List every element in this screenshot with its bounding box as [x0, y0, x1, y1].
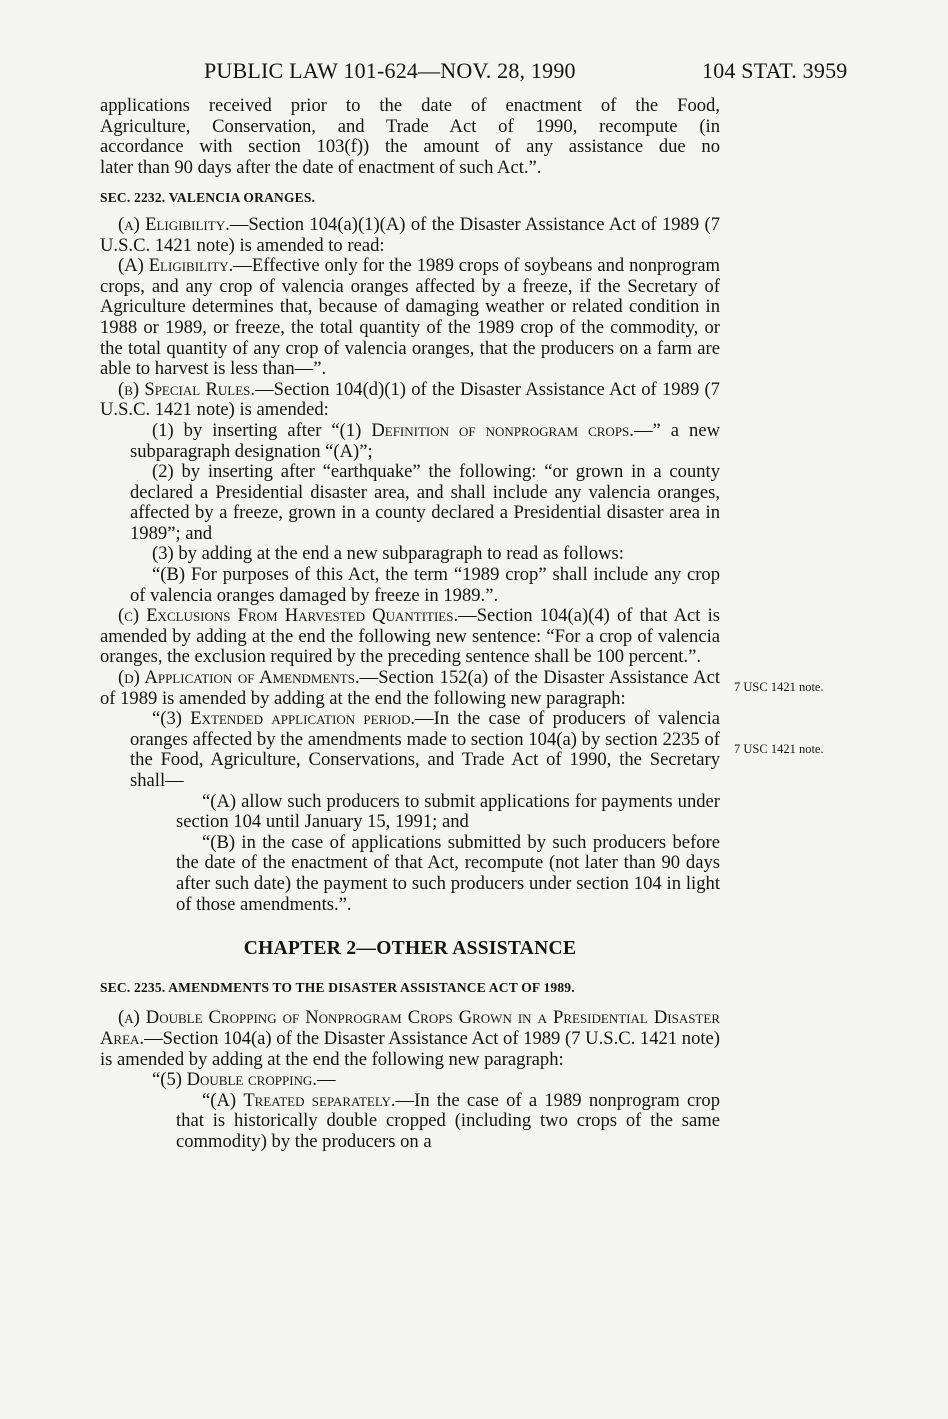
paragraph-text: —	[316, 1069, 336, 1091]
subsection-label: (c) Exclusions From Harvested Quantities.	[118, 605, 459, 627]
paragraph-text: “(3)	[152, 708, 191, 730]
defined-term: Treated separately.	[243, 1089, 396, 1111]
subsection-label: (b) Special Rules.	[118, 378, 256, 400]
paragraph-text: —In the case of a 1989 nonprogram crop that is historically double cropped (including two crops of the same commodity) by the producers on a	[176, 1089, 720, 1152]
subsection-text: —Section 152(a) of the Disaster Assistance Act of 1989 is amended by adding at the end the following new paragraph:	[100, 667, 720, 709]
paragraph-text: “(5)	[152, 1069, 187, 1091]
subsection-a	[100, 215, 720, 256]
paragraph-3: (3) by adding at the end a new subparagraph to read as follows:	[152, 543, 624, 565]
text-line: accordance with section 103(f)) the amount of any assistance due no	[100, 136, 720, 158]
subsection-a	[100, 1008, 720, 1070]
paragraph-text: —In the case of producers of valencia oranges affected by the amendments made to section 104(a) by section 2235 of the Food, Agriculture, Conservations, and Trade Act of 1990, the Secretary shall—	[130, 708, 720, 791]
defined-term: Extended application period.	[190, 708, 416, 730]
text-line: later than 90 days after the date of enactment of such Act.”.	[100, 156, 542, 178]
text-line: Agriculture, Conservation, and Trade Act of 1990, recompute (in	[100, 115, 720, 137]
intro-paragraph	[100, 96, 720, 178]
subsection-c	[100, 606, 720, 668]
subsection-label: (d) Application of Amendments.	[118, 667, 360, 689]
paragraph-1	[100, 421, 720, 462]
quoted-paragraph-3	[100, 709, 720, 791]
subsection-label: (a) Double Cropping of Nonprogram Crops Grown in a Presidential Disaster Area.	[100, 1007, 720, 1049]
page-stat-number: 104 STAT. 3959	[702, 58, 848, 83]
chapter-heading: CHAPTER 2—OTHER ASSISTANCE	[243, 938, 577, 960]
subparagraph-a	[100, 1091, 720, 1153]
margin-note: 7 USC 1421 note.	[734, 742, 824, 756]
quoted-text	[100, 256, 720, 380]
paragraph-2: (2) by inserting after “earthquake” the following: “or grown in a county declared a Presidential disaster area, and shall include any valencia oranges, affected by a freeze, grown in a county declared a Presidential disaster area in 1989”; and	[130, 461, 720, 544]
quoted-subparagraph: “(B) For purposes of this Act, the term “1989 crop” shall include any crop of valencia oranges damaged by freeze in 1989.”.	[130, 564, 720, 606]
page-body	[100, 96, 720, 1153]
section-heading: SEC. 2232. VALENCIA ORANGES.	[100, 190, 316, 206]
paragraph-text: (1) by inserting after “(1)	[152, 419, 372, 441]
text-line: applications received prior to the date of enactment of the Food,	[100, 95, 720, 116]
section-heading: SEC. 2235. AMENDMENTS TO THE DISASTER ASSISTANCE ACT OF 1989.	[100, 979, 575, 995]
subsection-text: —Section 104(a) of the Disaster Assistance Act of 1989 (7 U.S.C. 1421 note) is amended by adding at the end the following new paragraph:	[100, 1027, 720, 1070]
margin-note: 7 USC 1421 note.	[734, 680, 824, 694]
subsection-d	[100, 668, 720, 709]
quoted-label: (A) Eligibility.	[118, 255, 234, 277]
subsection-text: —Section 104(a)(4) of that Act is amended by adding at the end the following new sentence: “For a crop of valencia oranges, the exclusion required by the preceding sentence shall be 100 percent.”.	[100, 605, 720, 668]
paragraph-5	[100, 1070, 720, 1091]
quoted-body: —Effective only for the 1989 crops of soybeans and nonprogram crops, and any crop of valencia oranges affected by a freeze, if the Secretary of Agriculture determines that, because of damaging weather or related condition in 1988 or 1989, or freeze, the total quantity of the 1989 crop of the commodity, or the total quantity of any crop of valencia oranges, that the producers on a farm are able to harvest is less than—”.	[100, 255, 720, 380]
defined-term: Definition of nonprogram crops.	[371, 419, 634, 441]
defined-term: Double cropping.	[186, 1069, 317, 1091]
quoted-subparagraph-b: “(B) in the case of applications submitted by such producers before the date of the enactment of that Act, recompute (not later than 90 days after such date) the payment to such producers under section 104 in light of those amendments.”.	[176, 831, 720, 915]
quoted-subparagraph-a: “(A) allow such producers to submit applications for payments under section 104 until January 15, 1991; and	[176, 790, 720, 833]
paragraph-text: “(A)	[202, 1089, 244, 1111]
subsection-label: (a) Eligibility.	[118, 213, 230, 235]
running-header: PUBLIC LAW 101-624—NOV. 28, 1990	[204, 58, 576, 83]
subsection-text: —Section 104(a)(1)(A) of the Disaster Assistance Act of 1989 (7 U.S.C. 1421 note) is amended to read:	[100, 213, 720, 256]
subsection-b	[100, 380, 720, 421]
paragraph-text: —” a new subparagraph designation “(A)”;	[130, 419, 721, 462]
subsection-text: —Section 104(d)(1) of the Disaster Assistance Act of 1989 (7 U.S.C. 1421 note) is amended:	[100, 378, 720, 421]
